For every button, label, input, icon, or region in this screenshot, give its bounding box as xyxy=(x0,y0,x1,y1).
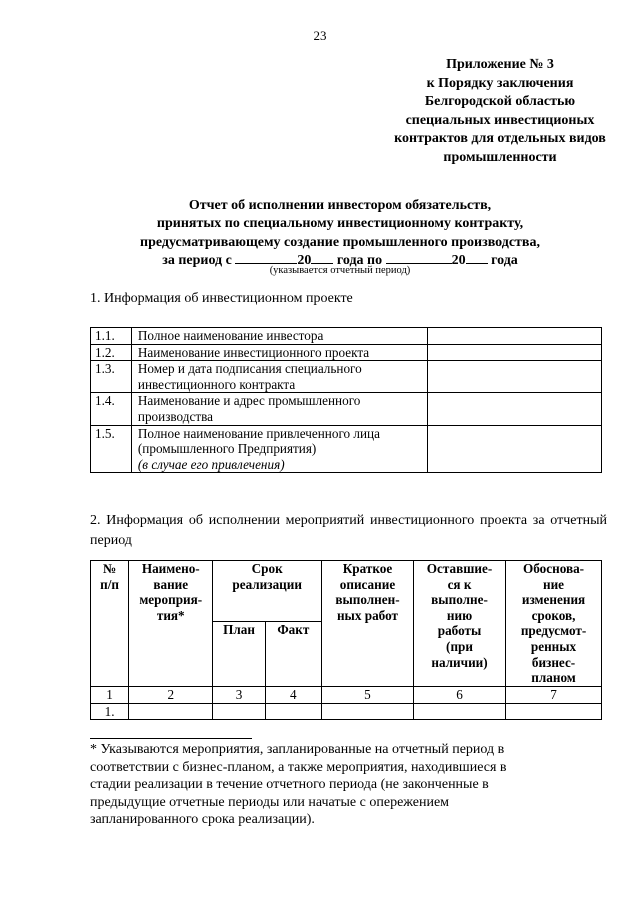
header-line: мероприя- xyxy=(139,592,203,608)
footnote xyxy=(90,741,560,829)
page-number: 23 xyxy=(313,28,327,43)
footnote-line: предыдущие отчетные периоды или начатые с опережением xyxy=(90,794,450,810)
header-line: ренных xyxy=(530,638,577,654)
row-label-line: инвестиционного контракта xyxy=(137,376,296,392)
col-header-fact: Факт xyxy=(265,622,321,687)
appendix-line: Приложение № 3 xyxy=(446,57,554,72)
table-row xyxy=(91,703,602,720)
column-number: 6 xyxy=(413,687,505,704)
column-number: 2 xyxy=(129,687,213,704)
plan-cell[interactable] xyxy=(213,703,265,720)
description-cell[interactable] xyxy=(321,703,413,720)
activities-table xyxy=(90,560,602,720)
header-line: изменения xyxy=(521,592,586,608)
row-number: 1.1. xyxy=(91,328,132,345)
header-line: ние xyxy=(542,576,565,592)
section2-title: 2. Информация об исполнении мероприятий инвестиционного проекта за отчетный период xyxy=(90,513,607,548)
header-line: выполне- xyxy=(431,592,488,608)
row-label xyxy=(131,344,427,361)
header-line: реализации xyxy=(232,576,302,592)
footnote-line: стадии реализации в течение отчетного периода (не законченные в xyxy=(90,777,489,793)
header-line: Наимено- xyxy=(141,561,200,576)
col-header-num xyxy=(91,561,129,687)
col-header-term xyxy=(213,561,322,622)
section1-title: 1. Информация об инвестиционном проекте xyxy=(90,291,353,306)
footnote-divider xyxy=(90,738,252,739)
remaining-cell[interactable] xyxy=(413,703,505,720)
header-line: вание xyxy=(153,576,189,592)
col-header-justification xyxy=(506,561,602,687)
header-line: Обоснова- xyxy=(522,561,585,576)
row-value-cell[interactable] xyxy=(427,344,601,361)
header-line: сроков, xyxy=(531,607,576,623)
activity-cell[interactable] xyxy=(129,703,213,720)
header-line: предусмот- xyxy=(520,623,587,639)
row-number: 1.3. xyxy=(91,361,132,393)
header-line: ся к xyxy=(447,576,472,592)
appendix-line: Белгородской областью xyxy=(424,94,576,110)
period-note: (указывается отчетный период) xyxy=(269,265,411,276)
table-row xyxy=(91,361,602,393)
report-title xyxy=(60,197,620,271)
row-label xyxy=(131,328,427,345)
column-number: 3 xyxy=(213,687,265,704)
period-start-year-blank xyxy=(311,252,333,264)
column-number: 4 xyxy=(265,687,321,704)
header-line: Краткое xyxy=(342,561,393,576)
header-line: ных работ xyxy=(336,607,398,623)
column-number: 5 xyxy=(321,687,413,704)
row-label-line: Наименование и адрес промышленного xyxy=(137,393,361,409)
period-prefix: за период с xyxy=(162,253,232,269)
header-line: Срок xyxy=(251,561,283,576)
table-row xyxy=(91,344,602,361)
period-middle: года по xyxy=(336,253,383,269)
fact-cell[interactable] xyxy=(265,703,321,720)
row-label xyxy=(131,361,427,393)
footnote-line: запланированного срока реализации). xyxy=(90,812,315,828)
col-header-remaining xyxy=(413,561,505,687)
header-line: планом xyxy=(531,670,576,686)
period-suffix: года xyxy=(491,253,518,269)
row-number: 1.5. xyxy=(91,425,132,473)
row-label-line: производства xyxy=(137,408,213,424)
footnote-line: * Указываются мероприятия, запланированные на отчетный период в xyxy=(90,742,505,757)
row-label xyxy=(131,425,427,473)
row-value-cell[interactable] xyxy=(427,328,601,345)
footnote-line: соответствии с бизнес-планом, а также мероприятия, находившиеся в xyxy=(90,759,507,775)
header-line: работы xyxy=(437,623,482,639)
report-title-line: Отчет об исполнении инвестором обязательств, xyxy=(188,198,492,213)
row-label-italic: (в случае его привлечения) xyxy=(137,456,285,472)
column-number-row xyxy=(91,687,602,704)
report-title-line: принятых по специальному инвестиционному контракту, xyxy=(156,216,524,232)
header-line: Оставшие- xyxy=(426,561,493,576)
appendix-line: контрактов для отдельных видов xyxy=(394,131,606,147)
row-label-line: Полное наименование инвестора xyxy=(137,328,324,343)
row-label-line: Наименование инвестиционного проекта xyxy=(137,344,370,360)
header-line: описание xyxy=(339,576,396,592)
period-end-year-blank xyxy=(466,252,488,264)
table-row xyxy=(91,328,602,345)
row-label-line: Номер и дата подписания специального xyxy=(137,361,362,377)
col-header-name xyxy=(129,561,213,687)
project-info-table xyxy=(90,327,602,473)
row-number: 1. xyxy=(91,703,129,720)
header-line: нию xyxy=(446,607,473,623)
period-end-blank xyxy=(386,252,452,264)
appendix-heading xyxy=(392,56,608,168)
col-header-description xyxy=(321,561,413,687)
appendix-line: к Порядку заключения xyxy=(426,75,574,91)
row-label-line: (промышленного Предприятия) xyxy=(137,441,317,457)
appendix-line: специальных инвестиционых xyxy=(405,112,595,128)
header-row xyxy=(91,561,602,622)
col-header-plan: План xyxy=(213,622,265,687)
header-line: № xyxy=(102,561,117,576)
header-line: (при xyxy=(446,638,473,654)
row-label xyxy=(131,393,427,425)
column-number: 1 xyxy=(91,687,129,704)
header-line: наличии) xyxy=(431,654,488,670)
header-line: п/п xyxy=(100,576,119,592)
header-line: тия* xyxy=(156,607,185,623)
row-number: 1.4. xyxy=(91,393,132,425)
table-row xyxy=(91,393,602,425)
row-value-cell[interactable] xyxy=(427,425,601,473)
table-row xyxy=(91,425,602,473)
row-label-line: Полное наименование привлеченного лица xyxy=(137,425,380,441)
row-number: 1.2. xyxy=(91,344,132,361)
header-line: бизнес- xyxy=(531,654,576,670)
period-start-blank xyxy=(235,252,297,264)
row-value-cell[interactable] xyxy=(427,361,601,393)
header-line: выполнен- xyxy=(335,592,400,608)
period-year-mark: 20 xyxy=(297,253,312,269)
row-value-cell[interactable] xyxy=(427,393,601,425)
report-title-line: предусматривающему создание промышленного производства, xyxy=(140,234,540,250)
justification-cell[interactable] xyxy=(506,703,602,720)
period-year-mark: 20 xyxy=(451,253,466,269)
column-number: 7 xyxy=(506,687,602,704)
appendix-line: промышленности xyxy=(443,149,557,165)
